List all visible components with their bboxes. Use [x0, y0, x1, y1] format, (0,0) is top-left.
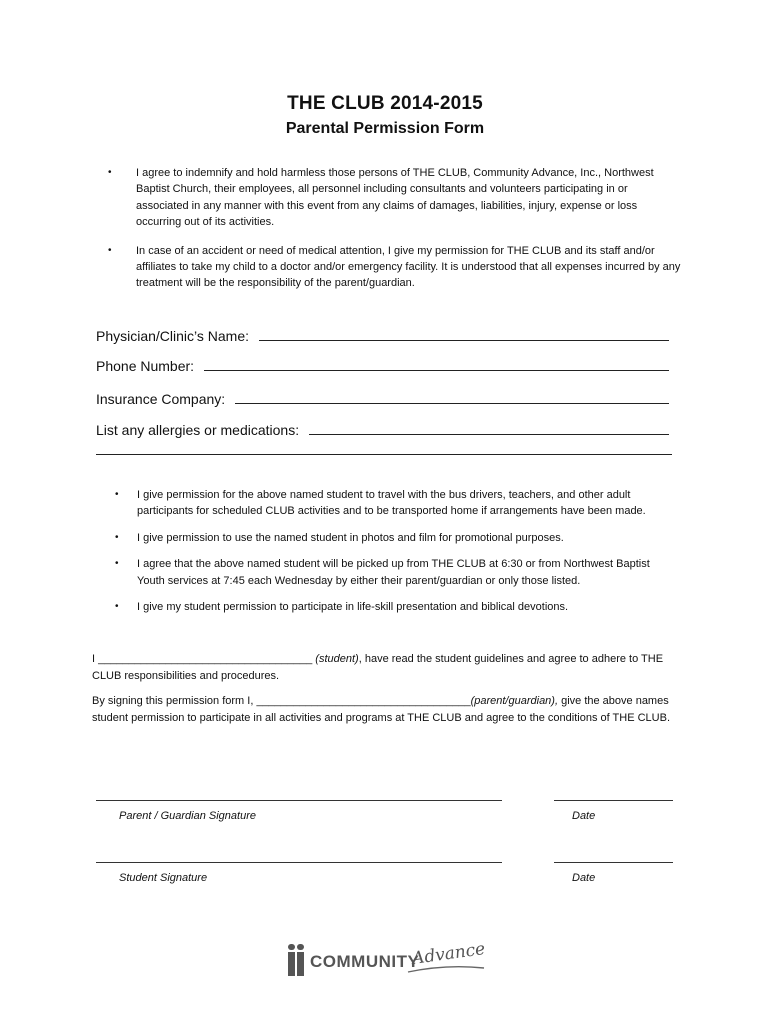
bullet-icon: •: [115, 601, 119, 613]
form-subtitle: Parental Permission Form: [285, 120, 485, 137]
bullet-icon: •: [108, 167, 112, 178]
bullet-icon: •: [115, 489, 119, 500]
parent-signature-label: Parent / Guardian Signature: [119, 810, 256, 822]
allergies-field[interactable]: [96, 416, 669, 438]
logo-script: Advance: [410, 938, 487, 970]
parent-signature-line[interactable]: [96, 800, 502, 801]
list-item: [115, 556, 672, 589]
community-advance-logo: [286, 938, 486, 982]
statement-suffix: give the above names student permission to participate in all activities and programs at THE CLUB and agree to the conditions of THE CLUB.: [92, 695, 670, 724]
list-item-text: I agree that the above named student will be picked up from THE CLUB at 6:30 or from Northwest Baptist Youth services at 7:45 each Wednesday by either their parent/guardian or only those listed.: [137, 558, 650, 587]
list-item: [108, 165, 681, 231]
phone-field[interactable]: [96, 352, 669, 374]
form-title: THE CLUB 2014-2015: [287, 93, 483, 114]
allergies-input-line[interactable]: [309, 434, 669, 435]
list-item-text: In case of an accident or need of medical attention, I give my permission for THE CLUB and its staff and/or affiliates to take my child to a doctor and/or emergency facility. It is understood that all expenses incurred by any treatment will be the responsibility of the parent/guardian.: [136, 244, 681, 290]
list-item-text: I give permission for the above named student to travel with the bus drivers, teachers, and other adult participants for scheduled CLUB activities and to be transported home if arrangements have been made.: [137, 489, 646, 518]
student-date-line[interactable]: [554, 862, 673, 863]
permissions-bullet-list: [115, 487, 672, 625]
allergies-label: List any allergies or medications:: [96, 422, 300, 438]
statement-role: (parent/guardian),: [470, 695, 559, 707]
statement-prefix: By signing this permission form I, ___________________________________: [92, 695, 471, 707]
student-signature-label: Student Signature: [119, 872, 208, 884]
physician-label: Physician/Clinic’s Name:: [96, 328, 250, 344]
bullet-icon: •: [115, 558, 119, 570]
student-statement: [92, 651, 682, 684]
insurance-field[interactable]: [96, 385, 669, 407]
statement-suffix: , have read the student guidelines and agree to adhere to THE CLUB responsibilities and procedures.: [92, 653, 664, 682]
allergies-extra-line[interactable]: [96, 454, 672, 455]
list-item: [108, 243, 681, 292]
list-item: [115, 599, 672, 615]
bullet-icon: •: [115, 531, 119, 543]
list-item-text: I agree to indemnify and hold harmless those persons of THE CLUB, Community Advance, Inc., Northwest Baptist Church, their employees, all personnel including consultants and volunteers participating in or associated in any manner with this event from any claims of damages, liabilities, injury, expense or loss occurring out of its activities.: [136, 167, 654, 229]
statement-role: (student): [315, 653, 359, 665]
insurance-input-line[interactable]: [235, 403, 669, 404]
bullet-icon: •: [108, 244, 112, 256]
physician-input-line[interactable]: [259, 340, 669, 341]
logo-swoosh-icon: [406, 962, 486, 976]
logo-wordmark: COMMUNITY: [310, 952, 420, 971]
guardian-statement: [92, 693, 682, 726]
phone-input-line[interactable]: [204, 370, 669, 371]
parent-date-line[interactable]: [554, 800, 673, 801]
physician-field[interactable]: [96, 322, 669, 344]
statement-prefix: I ___________________________________: [92, 653, 316, 665]
phone-label: Phone Number:: [96, 358, 195, 374]
liability-bullet-list: [108, 165, 681, 304]
list-item: [115, 487, 672, 520]
list-item-text: I give my student permission to participate in life-skill presentation and biblical devotions.: [137, 601, 569, 614]
parent-date-label: Date: [572, 810, 596, 822]
list-item-text: I give permission to use the named student in photos and film for promotional purposes.: [137, 531, 564, 544]
student-signature-line[interactable]: [96, 862, 502, 863]
student-date-label: Date: [572, 872, 596, 884]
insurance-label: Insurance Company:: [96, 391, 226, 407]
list-item: [115, 530, 672, 546]
